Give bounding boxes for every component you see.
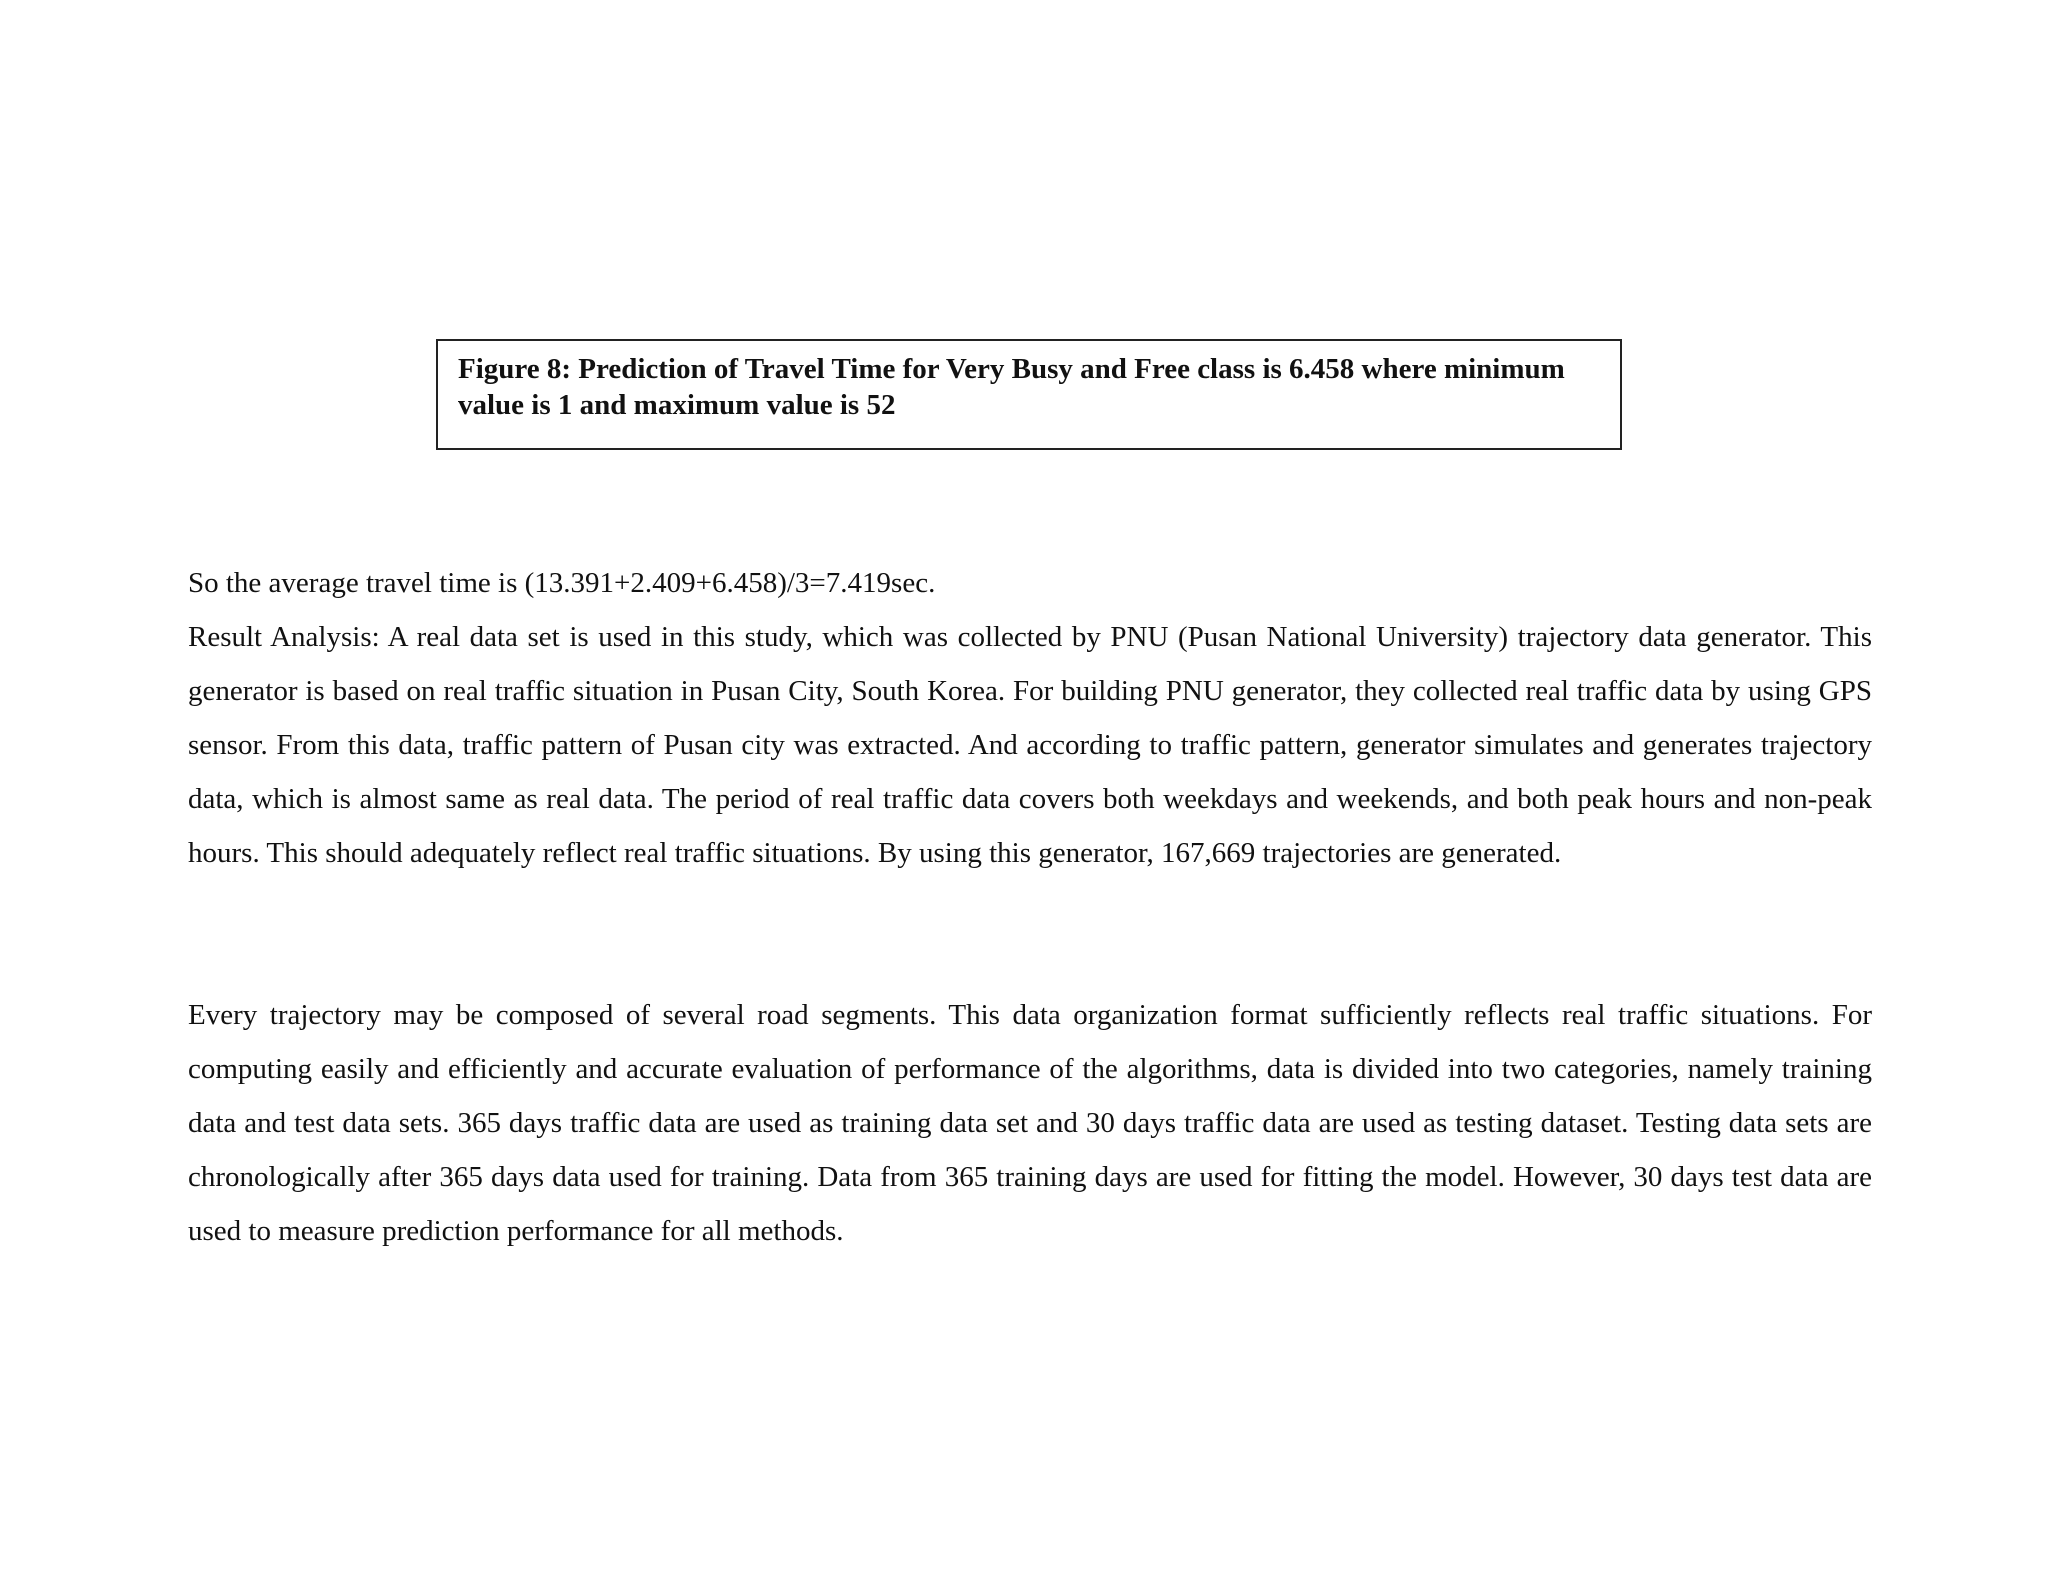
figure-caption: Figure 8: Prediction of Travel Time for Very Busy and Free class is 6.458 where minimum value is 1 and maximum value is 52	[458, 353, 1565, 421]
figure-caption-box	[436, 339, 1622, 450]
trajectory-paragraph: Every trajectory may be composed of several road segments. This data organization format sufficiently reflects real traffic situations. For computing easily and efficiently and accurate evaluation of performance of the algorithms, data is divided into two categories, namely training data and test data sets. 365 days traffic data are used as training data set and 30 days traffic data are used as testing dataset. Testing data sets are chronologically after 365 days data used for training. Data from 365 training days are used for fitting the model. However, 30 days test data are used to measure prediction performance for all methods.	[188, 999, 1872, 1247]
average-travel-time-line: So the average travel time is (13.391+2.409+6.458)/3=7.419sec.	[188, 567, 936, 599]
result-analysis-paragraph: Result Analysis: A real data set is used in this study, which was collected by PNU (Pusan National University) trajectory data generator. This generator is based on real traffic situation in Pusan City, South Korea. For building PNU generator, they collected real traffic data by using GPS sensor. From this data, traffic pattern of Pusan city was extracted. And according to traffic pattern, generator simulates and generates trajectory data, which is almost same as real data. The period of real traffic data covers both weekdays and weekends, and both peak hours and non-peak hours. This should adequately reflect real traffic situations. By using this generator, 167,669 trajectories are generated.	[188, 621, 1872, 869]
